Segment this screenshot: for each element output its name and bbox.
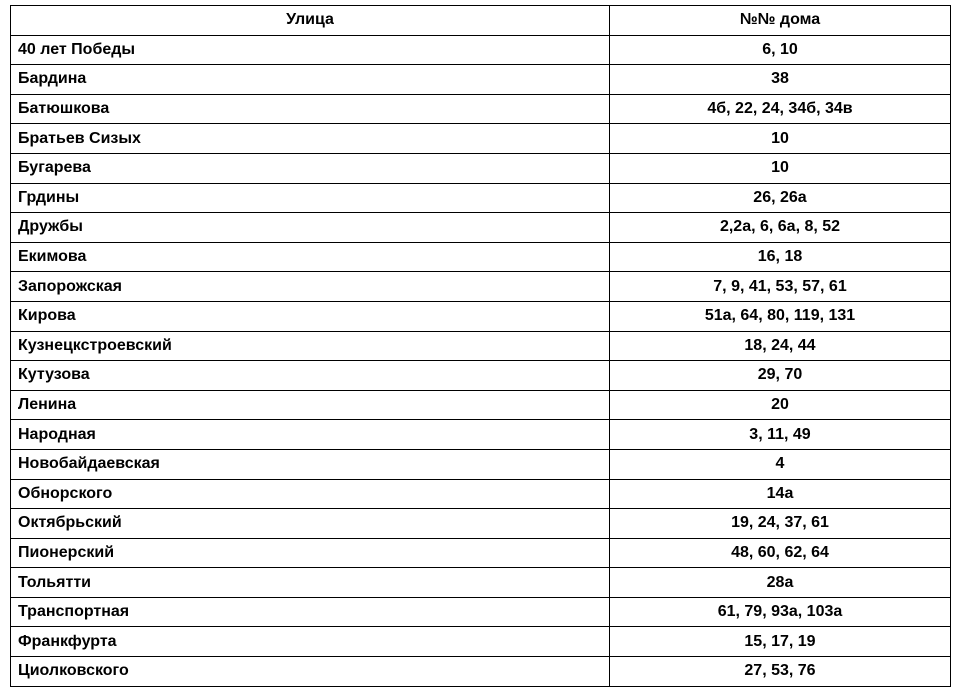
- house-numbers-cell: 27, 53, 76: [610, 657, 951, 687]
- street-name-cell: Грдины: [11, 183, 610, 213]
- street-name-cell: Тольятти: [11, 568, 610, 598]
- address-table-container: [10, 5, 950, 687]
- table-row: [11, 568, 951, 598]
- table-row: [11, 213, 951, 243]
- table-row: [11, 538, 951, 568]
- table-row: [11, 627, 951, 657]
- table-row: [11, 479, 951, 509]
- street-name-cell: Кутузова: [11, 361, 610, 391]
- table-row: [11, 597, 951, 627]
- street-name-cell: 40 лет Победы: [11, 35, 610, 65]
- house-numbers-cell: 4: [610, 449, 951, 479]
- table-row: [11, 657, 951, 687]
- table-row: [11, 242, 951, 272]
- house-numbers-cell: 18, 24, 44: [610, 331, 951, 361]
- street-name-cell: Екимова: [11, 242, 610, 272]
- street-name-cell: Батюшкова: [11, 94, 610, 124]
- table-row: [11, 449, 951, 479]
- house-numbers-cell: 28а: [610, 568, 951, 598]
- table-row: [11, 35, 951, 65]
- house-numbers-cell: 7, 9, 41, 53, 57, 61: [610, 272, 951, 302]
- table-row: [11, 124, 951, 154]
- house-numbers-cell: 15, 17, 19: [610, 627, 951, 657]
- house-numbers-cell: 48, 60, 62, 64: [610, 538, 951, 568]
- street-name-cell: Циолковского: [11, 657, 610, 687]
- street-name-cell: Кузнецкстроевский: [11, 331, 610, 361]
- house-numbers-cell: 2,2а, 6, 6а, 8, 52: [610, 213, 951, 243]
- table-row: [11, 65, 951, 95]
- street-name-cell: Дружбы: [11, 213, 610, 243]
- street-name-cell: Народная: [11, 420, 610, 450]
- table-row: [11, 183, 951, 213]
- house-numbers-cell: 26, 26а: [610, 183, 951, 213]
- table-row: [11, 509, 951, 539]
- house-numbers-cell: 10: [610, 124, 951, 154]
- street-name-cell: Кирова: [11, 301, 610, 331]
- house-numbers-cell: 6, 10: [610, 35, 951, 65]
- street-name-cell: Новобайдаевская: [11, 449, 610, 479]
- table-body: [11, 35, 951, 686]
- house-numbers-cell: 20: [610, 390, 951, 420]
- house-numbers-cell: 10: [610, 153, 951, 183]
- house-numbers-cell: 19, 24, 37, 61: [610, 509, 951, 539]
- house-numbers-cell: 29, 70: [610, 361, 951, 391]
- house-numbers-cell: 4б, 22, 24, 34б, 34в: [610, 94, 951, 124]
- house-numbers-cell: 3, 11, 49: [610, 420, 951, 450]
- address-table: [10, 5, 951, 687]
- table-row: [11, 153, 951, 183]
- house-numbers-cell: 61, 79, 93а, 103а: [610, 597, 951, 627]
- table-row: [11, 94, 951, 124]
- street-name-cell: Бугарева: [11, 153, 610, 183]
- table-header-row: [11, 6, 951, 36]
- table-row: [11, 361, 951, 391]
- house-numbers-cell: 51а, 64, 80, 119, 131: [610, 301, 951, 331]
- street-name-cell: Обнорского: [11, 479, 610, 509]
- street-name-cell: Братьев Сизых: [11, 124, 610, 154]
- house-numbers-cell: 14а: [610, 479, 951, 509]
- street-name-cell: Франкфурта: [11, 627, 610, 657]
- table-row: [11, 272, 951, 302]
- table-row: [11, 420, 951, 450]
- street-name-cell: Ленина: [11, 390, 610, 420]
- street-name-cell: Пионерский: [11, 538, 610, 568]
- table-row: [11, 301, 951, 331]
- house-numbers-cell: 16, 18: [610, 242, 951, 272]
- street-name-cell: Октябрьский: [11, 509, 610, 539]
- street-name-cell: Транспортная: [11, 597, 610, 627]
- column-header-house-numbers: №№ дома: [610, 6, 951, 36]
- table-row: [11, 331, 951, 361]
- street-name-cell: Бардина: [11, 65, 610, 95]
- column-header-street: Улица: [11, 6, 610, 36]
- table-row: [11, 390, 951, 420]
- street-name-cell: Запорожская: [11, 272, 610, 302]
- house-numbers-cell: 38: [610, 65, 951, 95]
